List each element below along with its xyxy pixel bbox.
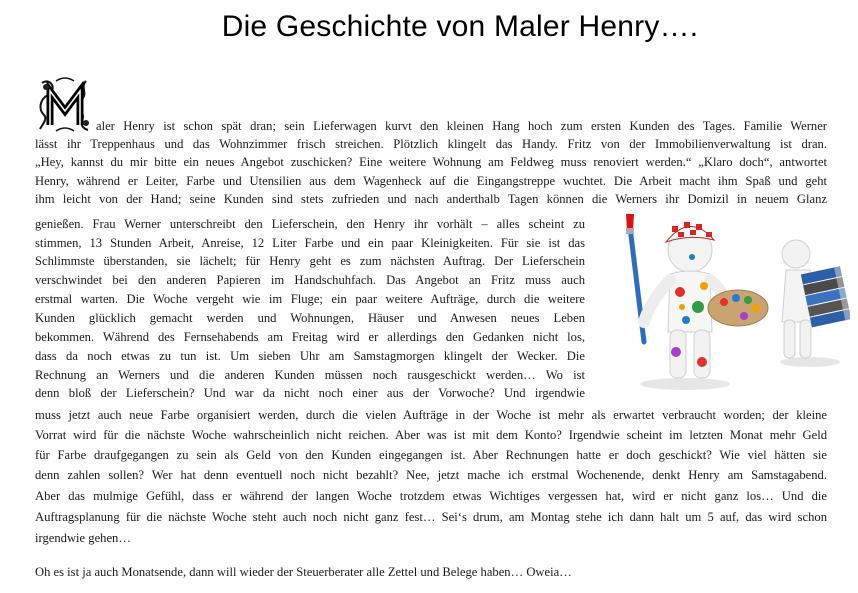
text-line: stimmen, 13 Stunden Arbeit, Anreise, 12 Liter Farbe und ein paar Kleinigkeiten. Für sie ist das — [35, 236, 585, 250]
text-line: muss jetzt auch neue Farbe organisiert werden, durch die vielen Aufträge in der Woche ist mehr als erwartet verbraucht worden; der kleine — [35, 408, 827, 422]
text-line: für Farbe draufgegangen zu sein als Geld von den Kunden eingegangen ist. Aber Rechnungen hatte er doch geschickt? Wie viel hätten sie — [35, 448, 827, 462]
text-line: „Hey, kannst du mir bitte ein neues Angebot zuschicken? Eine weitere Wohnung am Feldweg muss renoviert werden.“ „Klaro doch“, antwortet — [35, 155, 827, 169]
text-line: lässt ihr Treppenhaus und das Wohnzimmer frisch streichen. Plötzlich klingelt das Handy. Fritz von der Immobilienverwaltung ist dran. — [35, 137, 827, 151]
text-line: Kunden glücklich gemacht werden und Wohnungen, Häuser und Anwesen neues Leben — [35, 311, 585, 325]
text-line: denn zahlen sollen? Wer hat denn eventuell noch nicht bezahlt? Nee, jetzt mache ich erstmal Wochenende, denkt Henry am Samstagabend. — [35, 468, 827, 482]
text-line: Rechnung an Werners und die anderen Kunden müssen noch rausgeschickt werden… Wo ist — [35, 368, 585, 382]
text-line: Aber das mulmige Gefühl, dass er während der langen Woche trotzdem etwas Wichtiges vergessen hat, wird er nicht ganz los… Und die — [35, 489, 827, 503]
text-line: bekommen. Während des Fernsehabends am Freitag wird er allerdings den Gedanken nicht los, — [35, 330, 585, 344]
text-line: erstmal warten. Die Woche vergeht wie im Fluge; ein paar weitere Aufträge, durch die weitere — [35, 292, 585, 306]
text-line: Auftragsplanung für die nächste Woche steht auch noch nicht ganz fest… Sei‘s drum, am Montag stehe ich dann halt um 5 auf, das wird schon — [35, 510, 827, 524]
text-line: Vorrat wird für die nächste Woche wahrscheinlich nicht reichen. Aber was ist mit dem Konto? Irgendwie scheint im letzten Monat mehr Geld — [35, 428, 827, 442]
text-line: Oh es ist ja auch Monatsende, dann will wieder der Steuerberater alle Zettel und Belege haben… Oweia… — [35, 565, 572, 579]
text-line: genießen. Frau Werner unterschreibt den Lieferschein, den Henry ihr vorhält – alles scheint zu — [35, 217, 585, 231]
figure-carrying-binders-icon — [780, 240, 850, 367]
text-line: aler Henry ist schon spät dran; sein Lieferwagen kurvt den kleinen Hang hoch zum ersten Kunden des Tages. Familie Werner — [96, 119, 827, 133]
text-line: dass da noch etwas zu tun ist. Um sieben Uhr am Samstagmorgen klingelt der Wecker. Die — [35, 349, 585, 363]
text-line: irgendwie gehen… — [35, 531, 131, 545]
text-line: denn bloß der Lieferschein? Und war da nicht noch einer aus der Vorwoche? Und irgendwie — [35, 386, 585, 400]
ornamental-dropcap-icon — [36, 75, 94, 133]
text-line: Henry, während er Leiter, Farbe und Utensilien aus dem Wagenheck auf die Eingangstreppe wuchtet. Die Arbeit macht ihm Spaß und geht — [35, 174, 827, 188]
painter-figure-icon — [626, 214, 768, 390]
text-line: verschwindet bei den anderen Papieren im Handschuhfach. Das Angebot an Fritz muss auch — [35, 273, 585, 287]
text-line: ihm leicht von der Hand; seine Kunden sind stets zufrieden und nach anderthalb Tagen können die Werners ihr Domizil in neuem Glanz — [35, 192, 827, 206]
page-title: Die Geschichte von Maler Henry…. — [221, 10, 699, 43]
painter-illustration — [600, 212, 850, 392]
text-line: Schlimmste überstanden, sie lächelt; für Henry geht es zum nächsten Auftrag. Der Lieferschein — [35, 254, 585, 268]
